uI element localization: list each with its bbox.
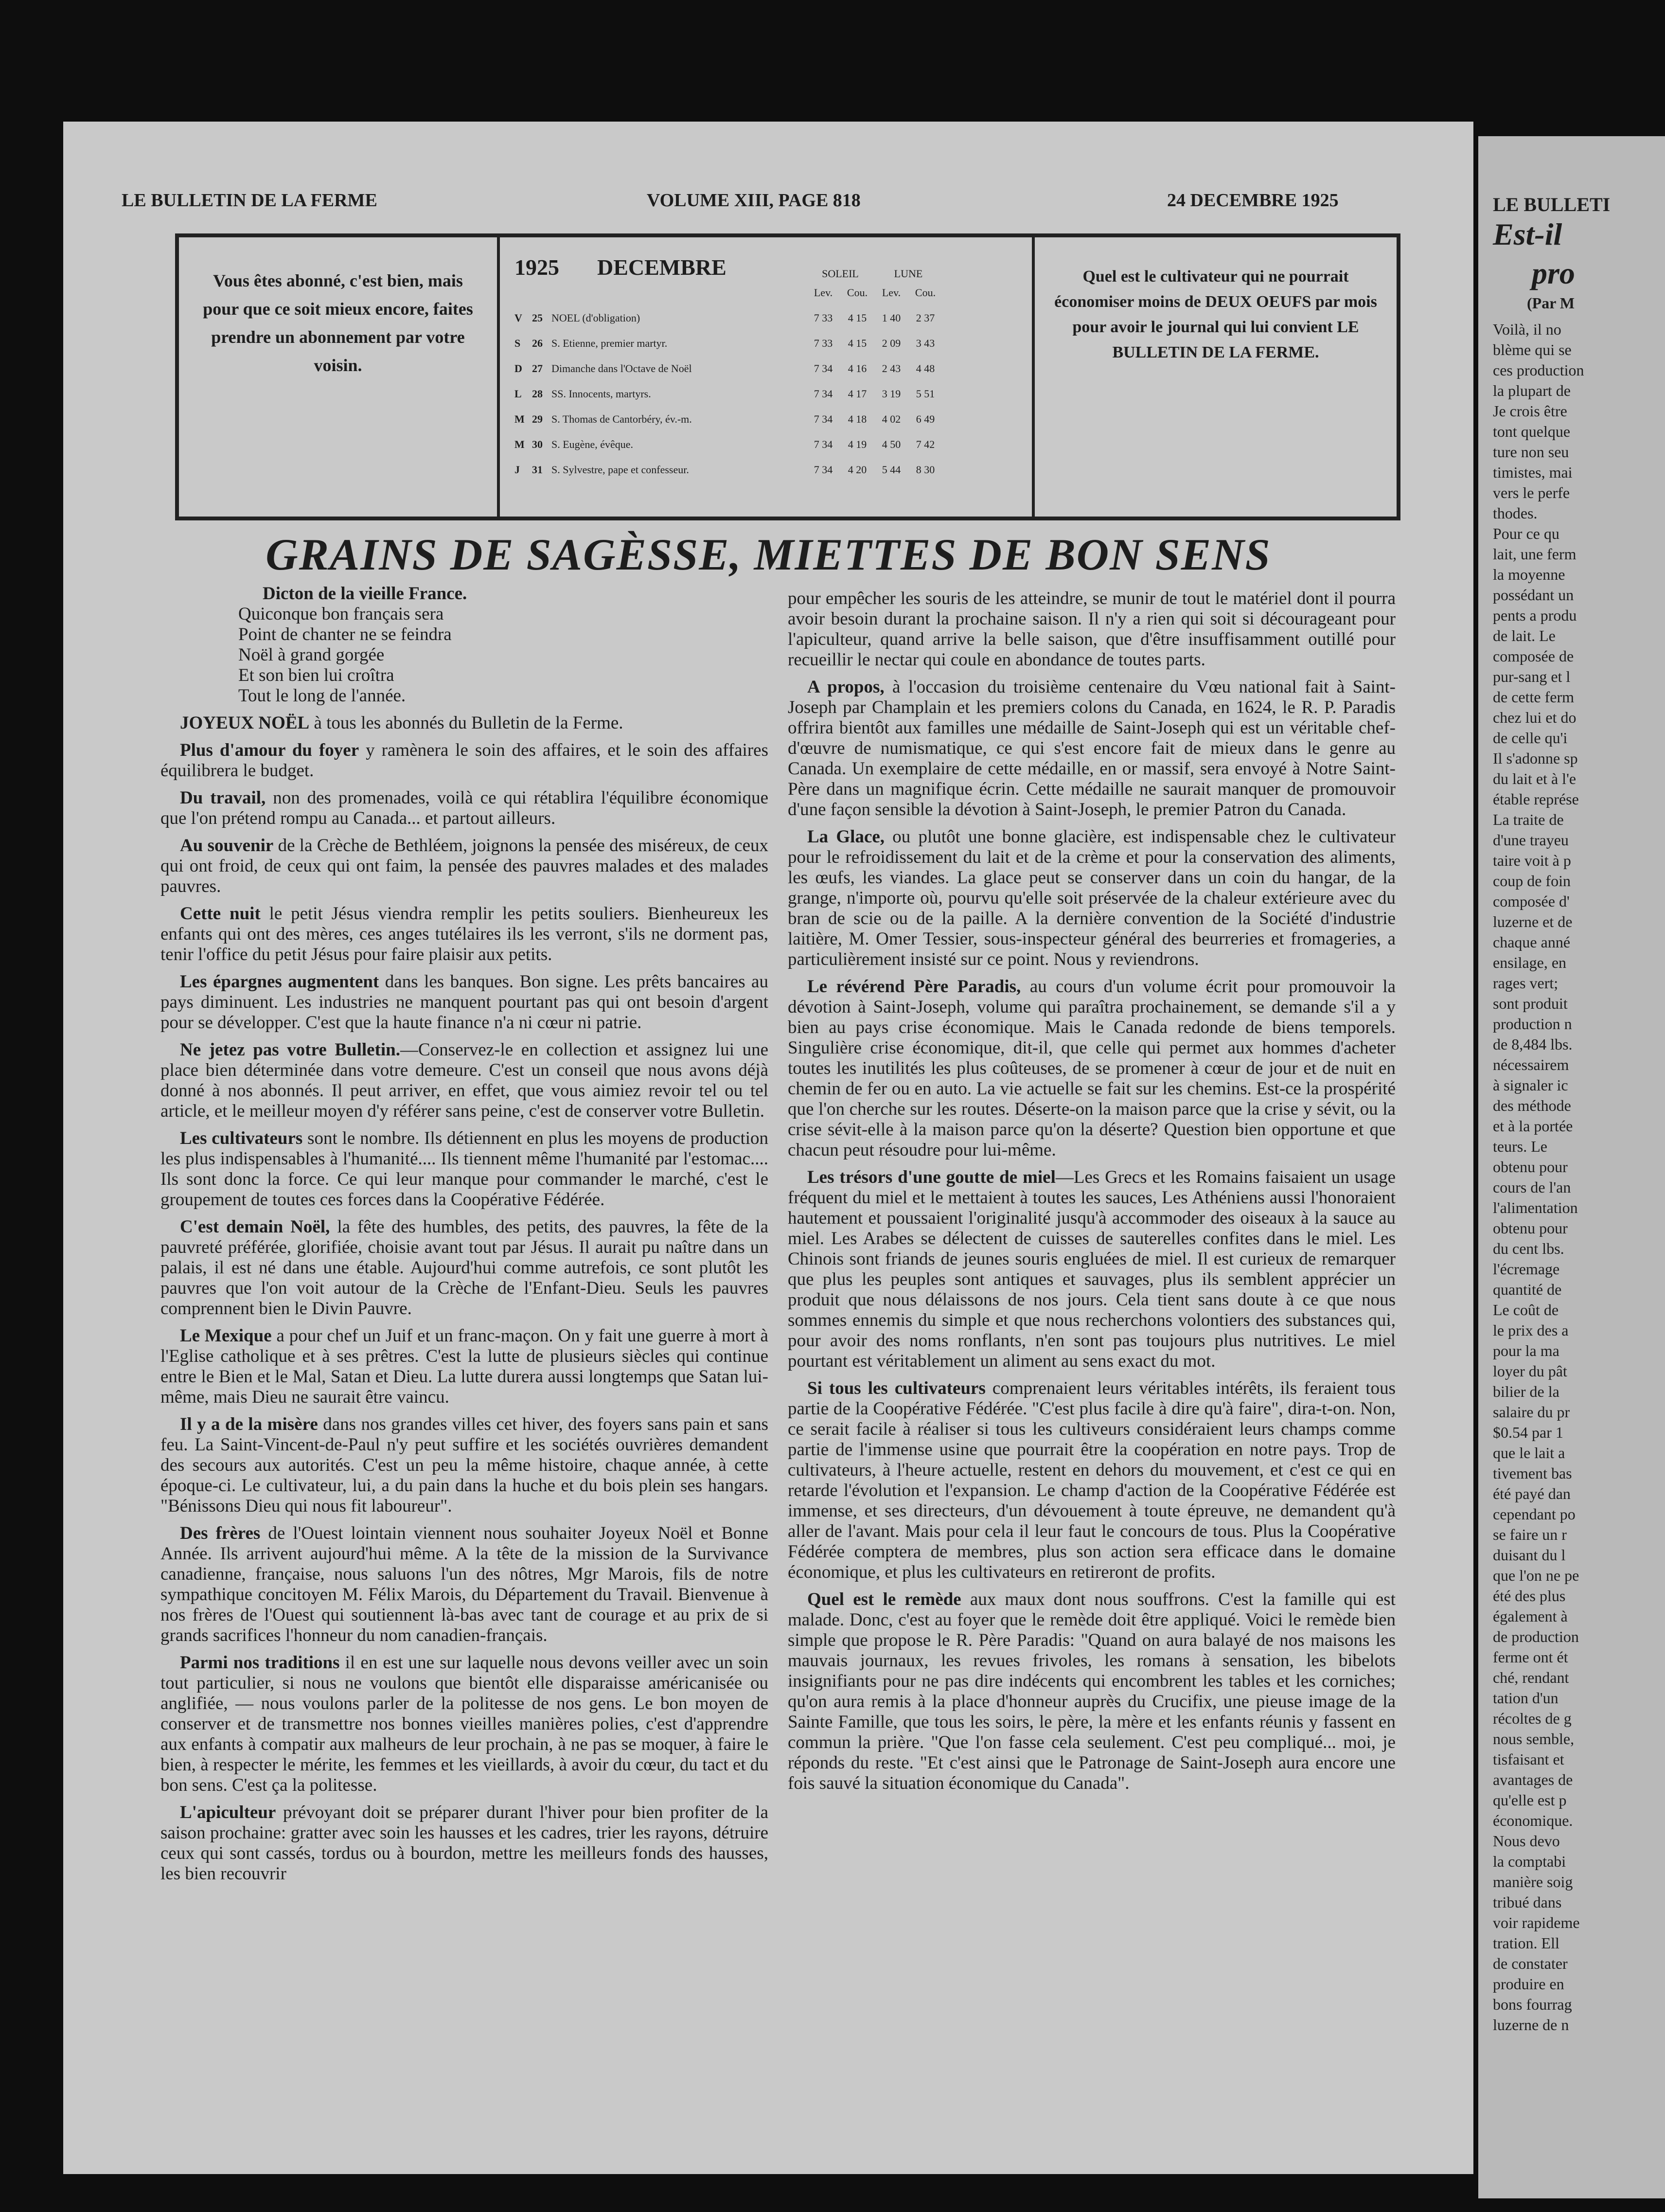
calendar-time: 4 16 xyxy=(848,362,867,375)
header-left: LE BULLETIN DE LA FERME xyxy=(122,190,377,211)
adjacent-line: nous semble, xyxy=(1493,1730,1575,1748)
article-paragraph xyxy=(788,827,1396,970)
left-paragraphs xyxy=(160,713,768,1884)
paragraph-text: de la Crèche de Bethléem, joignons la pensée des miséreux, de ceux qui ont froid, de ceux qui ont faim, la pensée des pauvres malades et des malades pauvres. xyxy=(160,836,768,896)
calendar-time: 4 15 xyxy=(848,337,867,349)
adjacent-title-line: pro xyxy=(1532,256,1575,290)
calendar-day-number: 29 xyxy=(532,413,543,425)
paragraph-text: de l'Ouest lointain viennent nous souhaiter Joyeux Noël et Bonne Année. Ils arrivent aujourd'hui même. A la tête de la mission de la Survivance canadienne, française, nous saluons l'un des nôtres, Mgr Marois, fils de notre sympathique concitoyen M. Félix Marois, du Département du Travail. Bienvenue à nos frères de l'Ouest qui soutiennent là-bas avec tant de courage et au prix de si grands sacrifices l'honneur du nom canadien-français. xyxy=(160,1523,768,1645)
calendar-time: 2 09 xyxy=(882,337,901,349)
header-right: 24 DECEMBRE 1925 xyxy=(1167,190,1339,211)
adjacent-line: luzerne de n xyxy=(1493,2016,1569,2034)
adjacent-line: Voilà, il no xyxy=(1493,321,1561,338)
adjacent-line: tisfaisant et xyxy=(1493,1750,1564,1768)
calendar-feast: S. Etienne, premier martyr. xyxy=(551,337,668,349)
poem-line: Quiconque bon français sera xyxy=(238,604,444,624)
adjacent-line: quantité de xyxy=(1493,1281,1562,1298)
paragraph-lead: Le Mexique xyxy=(180,1326,272,1346)
adjacent-line: composée de xyxy=(1493,647,1574,665)
adjacent-line: le prix des a xyxy=(1493,1321,1569,1339)
adjacent-line: tration. Ell xyxy=(1493,1934,1559,1952)
paragraph-lead: C'est demain Noël, xyxy=(180,1217,330,1237)
article-paragraph xyxy=(788,677,1396,820)
adjacent-line: été payé dan xyxy=(1493,1485,1571,1502)
right-paragraphs xyxy=(788,589,1396,1794)
adjacent-line: produire en xyxy=(1493,1975,1564,1993)
calendar-feast: S. Eugène, évêque. xyxy=(551,438,633,450)
calendar-time: 3 19 xyxy=(882,388,901,400)
paragraph-text: il en est une sur laquelle nous devons veiller avec un soin tout particulier, si nous ne voulons que bientôt elle disparaisse américanisée ou anglifiée, — nous voulons parler de la politesse de nos gens. Le bon moyen de conserver et de transmettre nos bonnes vieilles manières polies, c'est d'apprendre aux enfants à compatir aux malheurs de leur prochain, à ne pas se moquer, à faire le bien, à respecter le mérite, les femmes et les vieillards, à avoir du cœur, du tact et du bon sens. C'est ça la politesse. xyxy=(160,1653,768,1795)
adjacent-page xyxy=(1478,136,1665,2198)
paragraph-text: sont le nombre. Ils détiennent en plus les moyens de production les plus indispensables à l'humanité.... Ils tiennent même l'humanité par l'estomac.... Ils sont donc la force. Ce qui leur manque pour commander le marché, c'est le groupement de toutes ces forces dans la Coopérative Fédérée. xyxy=(160,1128,768,1210)
adjacent-line: rages vert; xyxy=(1493,974,1559,992)
paragraph-lead: Le révérend Père Paradis, xyxy=(807,977,1021,997)
paragraph-text: au cours d'un volume écrit pour promouvoir la dévotion à Saint-Joseph, volume qui paraîtra prochainement, se demande s'il a y bien au pays crise économique. Mais le Canada redonde de biens temporels. Singulière crise économique, dit-il, que celle qui permet aux hommes d'acheter toutes les inutilités les plus coûteuses, de se promener à cœur de jour et de nuit en chemin de fer ou en auto. La vie actuelle se fait sur les chemins. Est-ce la prospérité que l'on cherche sur les routes. Déserte-on la maison parce que la crise y sévit, ou la crise sévit-elle à la maison parce qu'on la déserte? Question bien opportune et que chacun peut résoudre pour lui-même. xyxy=(788,977,1396,1160)
calendar-time: 2 37 xyxy=(916,312,935,324)
calendar-time: 2 43 xyxy=(882,362,901,375)
adjacent-line: ensilage, en xyxy=(1493,954,1567,971)
adjacent-line: tation d'un xyxy=(1493,1689,1559,1707)
poem-line: Tout le long de l'année. xyxy=(238,686,406,706)
calendar-weekday: D xyxy=(514,362,522,375)
calendar xyxy=(500,237,1035,517)
adjacent-line: Il s'adonne sp xyxy=(1493,749,1578,767)
calendar-time: 7 34 xyxy=(814,413,833,425)
calendar-day-number: 31 xyxy=(532,464,543,476)
paragraph-lead: Si tous les cultivateurs xyxy=(807,1378,986,1398)
adjacent-line: tont quelque xyxy=(1493,423,1571,440)
paragraph-text: le petit Jésus viendra remplir les petits souliers. Bienheureux les enfants qui ont des mères, ces anges tutélaires ils les verront, s'ils ne dorment pas, tenir l'office du petit Jésus pour faire plaisir aux petits. xyxy=(160,904,769,964)
newspaper-page xyxy=(63,122,1473,2174)
calendar-time: 4 15 xyxy=(848,312,867,324)
adjacent-line: chez lui et do xyxy=(1493,709,1576,726)
article-paragraph xyxy=(160,1523,768,1646)
adjacent-line: obtenu pour xyxy=(1493,1219,1568,1237)
calendar-row xyxy=(514,432,1017,457)
adjacent-line: qu'elle est p xyxy=(1493,1791,1567,1809)
adjacent-line: se faire un r xyxy=(1493,1526,1567,1543)
header-center: VOLUME XIII, PAGE 818 xyxy=(647,190,861,211)
calendar-month: DECEMBRE xyxy=(597,255,726,280)
poem-line: Noël à grand gorgée xyxy=(238,645,385,665)
adjacent-byline: (Par M xyxy=(1527,294,1575,312)
calendar-day-number: 26 xyxy=(532,337,543,349)
article-paragraph xyxy=(788,1378,1396,1583)
calendar-time: 8 30 xyxy=(916,464,935,476)
adjacent-line: ferme ont ét xyxy=(1493,1648,1568,1666)
adjacent-line: chaque anné xyxy=(1493,933,1571,951)
adjacent-line: du cent lbs. xyxy=(1493,1240,1564,1257)
calendar-row xyxy=(514,356,1017,381)
paragraph-lead: Il y a de la misère xyxy=(180,1414,318,1434)
calendar-day-number: 30 xyxy=(532,438,543,450)
calendar-weekday: V xyxy=(514,312,522,324)
article-paragraph xyxy=(788,1167,1396,1372)
adjacent-line: de cette ferm xyxy=(1493,688,1574,706)
adjacent-line: sont produit xyxy=(1493,995,1568,1012)
paragraph-text: ou plutôt une bonne glacière, est indispensable chez le cultivateur pour le refroidissement du lait et de la crème et pour la conservation des aliments, les œufs, les viandes. La glace peut se conserver dans un coin du hangar, de la grange, n'importe où, pourvu qu'elle soit préservée de la chaleur extérieure avec du bran de scie ou de la paille. A la dernière convention de la Société d'industrie laitière, M. Omer Tessier, sous-inspecteur général des beurreries et fromageries, a particulièrement insisté sur ce point. Nous y reviendrons. xyxy=(788,827,1396,969)
paragraph-text: à l'occasion du troisième centenaire du Vœu national fait à Saint-Joseph par Champlain et les premiers colons du Canada, en 1624, le R. P. Paradis offrira bientôt aux familles une médaille de Saint-Joseph qui est un véritable chef-d'œuvre de numismatique, ce qui s'est encore fait de mieux dans le genre au Canada. Un exemplaire de cette médaille, en or massif, sera envoyé à Notre Saint-Père dans un magnifique écrin. Cette médaille ne saurait manquer de promouvoir d'une façon sensible la dévotion à Saint-Joseph, le premier Patron du Canada. xyxy=(788,677,1396,820)
paragraph-text: a pour chef un Juif et un franc-maçon. On y fait une guerre à mort à l'Eglise catholique et à ses prêtres. C'est la lutte de plusieurs siècles qui continue entre le Bien et le Mal, Satan et Dieu. La lutte durera aussi longtemps que Satan lui-même, mais Dieu ne saurait être vaincu. xyxy=(160,1326,768,1407)
paragraph-lead: Plus d'amour du foyer xyxy=(180,740,359,760)
calendar-time: 4 18 xyxy=(848,413,867,425)
left-column xyxy=(160,584,768,1891)
calendar-subheader xyxy=(514,280,1017,305)
paragraph-text: pour empêcher les souris de les atteindre, se munir de tout le matériel dont il pourra avoir besoin durant la prochaine saison. Il n'y a rien qui soit si décourageant pour l'apiculteur, quand arrive la belle saison, que d'être insuffisamment outillé pour recueillir le nectar qui coule en abondance de toutes parts. xyxy=(788,589,1396,670)
calendar-rows xyxy=(514,305,1017,482)
adjacent-line: blème qui se xyxy=(1493,341,1572,358)
adjacent-line: vers le perfe xyxy=(1493,484,1570,501)
adjacent-line: bilier de la xyxy=(1493,1383,1559,1400)
adjacent-line: récoltes de g xyxy=(1493,1710,1572,1727)
adjacent-line: Le coût de xyxy=(1493,1301,1559,1319)
calendar-feast: SS. Innocents, martyrs. xyxy=(551,388,651,400)
calendar-time: 4 19 xyxy=(848,438,867,450)
calendar-day-number: 27 xyxy=(532,362,543,375)
calendar-time: 7 34 xyxy=(814,388,833,400)
calendar-time: 4 20 xyxy=(848,464,867,476)
paragraph-text: à tous les abonnés du Bulletin de la Ferme. xyxy=(309,713,623,733)
article-paragraph xyxy=(160,713,768,733)
calendar-cou-label: Cou. xyxy=(915,286,936,299)
adjacent-line: obtenu pour xyxy=(1493,1158,1568,1176)
calendar-row xyxy=(514,407,1017,432)
paragraph-text: aux maux dont nous souffrons. C'est la famille qui est malade. Donc, c'est au foyer que le remède doit être appliqué. Voici le remède bien simple que propose le R. Père Paradis: "Quand on aura balayé de nos maisons les mauvais journaux, les revues frivoles, les romans à sensation, les bibelots insignifiants pour ne pas dire indécents qui encombrent les tables et les corniches; qu'on aura remis à la place d'honneur auprès du Crucifix, une pieuse image de la Sainte Famille, que tous les soirs, le père, la mère et les enfants réunis y fassent en commun la prière. "Que l'on fasse cela seulement. C'est peu compliqué... moi, je réponds du reste. "Et c'est ainsi que le Patronage de Saint-Joseph aura encore une fois sauvé la situation économique du Canada". xyxy=(788,1589,1396,1793)
calendar-weekday: M xyxy=(514,438,525,450)
adjacent-line: pents a produ xyxy=(1493,607,1577,624)
calendar-time: 7 33 xyxy=(814,312,833,324)
adjacent-line: pur-sang et l xyxy=(1493,668,1571,685)
article-paragraph xyxy=(788,1589,1396,1794)
paragraph-lead: Quel est le remède xyxy=(807,1589,961,1609)
adjacent-line: la plupart de xyxy=(1493,382,1571,399)
adjacent-line: voir rapideme xyxy=(1493,1914,1580,1931)
adjacent-line: duisant du l xyxy=(1493,1546,1566,1564)
calendar-time: 7 42 xyxy=(916,438,935,450)
adjacent-line: timistes, mai xyxy=(1493,464,1573,481)
calendar-time: 7 33 xyxy=(814,337,833,349)
adjacent-header: LE BULLETI xyxy=(1493,194,1611,215)
article-paragraph xyxy=(160,972,768,1033)
article-paragraph xyxy=(160,1414,768,1516)
info-box xyxy=(175,233,1400,520)
adjacent-line: production n xyxy=(1493,1015,1572,1033)
adjacent-line: ces production xyxy=(1493,361,1584,379)
adjacent-line: de production xyxy=(1493,1628,1579,1645)
calendar-time: 1 40 xyxy=(882,312,901,324)
paragraph-text: comprenaient leurs véritables intérêts, ils feraient tous partie de la Coopérative Fédérée. "C'est plus facile à dire qu'à faire", dira-t-on. Non, ce serait facile à réaliser si tous les cultiveurs considéraient leurs champs comme partie de l'immense usine que pourrait être la coopération en notre pays. Trop de cultivateurs, à l'heure actuelle, restent en dehors du mouvement, et c'est ce qui en retarde l'évolution et l'expansion. Le champ d'action de la Coopérative Fédérée est immense, et ses directeurs, d'un dévouement à toute épreuve, ne demandent qu'à aller de l'avant. Mais pour cela il leur faut le concours de tous. Plus la Coopérative Fédérée comptera de membres, plus son action sera efficace dans le domaine économique, et plus les cultivateurs en retireront de profits. xyxy=(788,1378,1396,1582)
adjacent-line: que le lait a xyxy=(1493,1444,1565,1462)
adjacent-line: de lait. Le xyxy=(1493,627,1556,644)
adjacent-line: bons fourrag xyxy=(1493,1996,1572,2013)
adjacent-line: Nous devo xyxy=(1493,1832,1560,1850)
article-paragraph xyxy=(160,1326,768,1408)
adjacent-line: également à xyxy=(1493,1607,1568,1625)
adjacent-line: la comptabi xyxy=(1493,1853,1566,1870)
adjacent-line: tivement bas xyxy=(1493,1464,1572,1482)
calendar-lev-label: Lev. xyxy=(882,286,901,299)
calendar-row xyxy=(514,305,1017,331)
egg-notice: Quel est le cultivateur qui ne pourrait économiser moins de DEUX OEUFS par mois pour avoir le journal qui lui convient LE BULLETIN DE LA FERME. xyxy=(1054,268,1377,361)
adjacent-line: taire voit à p xyxy=(1493,852,1571,869)
adjacent-line: du lait et à l'e xyxy=(1493,770,1576,787)
adjacent-line: des méthode xyxy=(1493,1097,1571,1114)
calendar-day-number: 28 xyxy=(532,388,543,400)
paragraph-lead: Les cultivateurs xyxy=(180,1128,303,1148)
calendar-row xyxy=(514,381,1017,407)
article-paragraph xyxy=(160,788,768,829)
paragraph-lead: JOYEUX NOËL xyxy=(180,713,310,733)
adjacent-line: composée d' xyxy=(1493,892,1570,910)
article-paragraph xyxy=(788,589,1396,670)
adjacent-line: été des plus xyxy=(1493,1587,1566,1605)
calendar-lev-label: Lev. xyxy=(814,286,833,299)
adjacent-line: La traite de xyxy=(1493,811,1564,828)
poem-line: Et son bien lui croîtra xyxy=(238,665,394,685)
adjacent-line: avantages de xyxy=(1493,1771,1573,1788)
adjacent-line: l'écremage xyxy=(1493,1260,1560,1278)
paragraph-lead: Les trésors d'une goutte de miel xyxy=(807,1167,1056,1187)
adjacent-line: Je crois être xyxy=(1493,402,1567,420)
adjacent-line: la moyenne xyxy=(1493,566,1565,583)
calendar-weekday: M xyxy=(514,413,525,425)
adjacent-line: pour la ma xyxy=(1493,1342,1559,1359)
calendar-cou-label: Cou. xyxy=(847,286,868,299)
paragraph-lead: Des frères xyxy=(180,1523,261,1543)
adjacent-line: que l'on ne pe xyxy=(1493,1567,1579,1584)
adjacent-line: lait, une ferm xyxy=(1493,545,1576,563)
calendar-time: 4 02 xyxy=(882,413,901,425)
paragraph-lead: La Glace, xyxy=(807,827,885,847)
adjacent-line: tribué dans xyxy=(1493,1893,1562,1911)
calendar-weekday: L xyxy=(514,388,522,400)
adjacent-line: ché, rendant xyxy=(1493,1669,1569,1686)
poem xyxy=(238,584,768,706)
calendar-time: 3 43 xyxy=(916,337,935,349)
article-paragraph xyxy=(160,1653,768,1796)
calendar-feast: NOEL (d'obligation) xyxy=(551,312,640,324)
paragraph-lead: Du travail, xyxy=(180,788,266,808)
paragraph-text: prévoyant doit se préparer durant l'hiver pour bien profiter de la saison prochaine: gratter avec soin les hausses et les cadres, trier les rayons, détruire ceux qui sont cassés, tordus ou à bourdon, mettre les meilleurs fonds des hausses, les bien recouvrir xyxy=(160,1802,768,1884)
calendar-row xyxy=(514,331,1017,356)
adjacent-line: luzerne et de xyxy=(1493,913,1573,930)
calendar-time: 7 34 xyxy=(814,438,833,450)
poem-heading: Dicton de la vieille France. xyxy=(263,584,467,604)
calendar-time: 7 34 xyxy=(814,362,833,375)
adjacent-line: loyer du pât xyxy=(1493,1362,1567,1380)
article-paragraph xyxy=(160,836,768,897)
article-paragraph xyxy=(160,1217,768,1319)
adjacent-line: de celle qu'i xyxy=(1493,729,1568,747)
paragraph-text: dans nos grandes villes cet hiver, des foyers sans pain et sans feu. La Saint-Vincent-de-Paul n'y peut suffire et les sociétés ouvrières demandent des secours aux autorités. C'est un peu la même histoire, chaque année, à cette époque-ci. Le cultivateur, lui, a du pain dans la huche et du bois plein ses hangars. "Bénissons Dieu qui nous fit laboureur". xyxy=(160,1414,768,1516)
calendar-feast: S. Sylvestre, pape et confesseur. xyxy=(551,464,689,476)
calendar-row xyxy=(514,457,1017,482)
adjacent-title-line: Est-il xyxy=(1493,217,1562,251)
paragraph-lead: Au souvenir xyxy=(180,836,274,856)
calendar-day-number: 25 xyxy=(532,312,543,324)
article-paragraph xyxy=(160,1040,768,1122)
poem-line: Point de chanter ne se feindra xyxy=(238,624,452,644)
adjacent-line: économique. xyxy=(1493,1812,1573,1829)
subscription-notice: Vous êtes abonné, c'est bien, mais pour que ce soit mieux encore, faites prendre un abonnement par votre voisin. xyxy=(179,237,500,517)
adjacent-line: à signaler ic xyxy=(1493,1076,1568,1094)
calendar-soleil-label: SOLEIL xyxy=(822,268,859,280)
adjacent-line: teurs. Le xyxy=(1493,1138,1547,1155)
adjacent-line: l'alimentation xyxy=(1493,1199,1578,1216)
calendar-weekday: J xyxy=(514,464,520,476)
adjacent-page-text xyxy=(1493,195,1665,2035)
adjacent-line: cours de l'an xyxy=(1493,1178,1571,1196)
adjacent-line: de 8,484 lbs. xyxy=(1493,1035,1573,1053)
adjacent-line: de constater xyxy=(1493,1955,1568,1972)
calendar-time: 5 44 xyxy=(882,464,901,476)
article-paragraph xyxy=(160,904,768,965)
calendar-year: 1925 xyxy=(514,255,559,280)
calendar-time: 4 17 xyxy=(848,388,867,400)
adjacent-lines xyxy=(1493,319,1665,2035)
right-column xyxy=(788,589,1396,1801)
calendar-feast: Dimanche dans l'Octave de Noël xyxy=(551,362,692,375)
article-paragraph xyxy=(160,1802,768,1884)
calendar-time: 4 50 xyxy=(882,438,901,450)
paragraph-lead: Cette nuit xyxy=(180,904,261,924)
calendar-time: 7 34 xyxy=(814,464,833,476)
calendar-weekday: S xyxy=(514,337,521,349)
adjacent-line: d'une trayeu xyxy=(1493,831,1569,849)
paragraph-lead: Ne jetez pas votre Bulletin. xyxy=(180,1040,400,1060)
article-paragraph xyxy=(788,977,1396,1160)
page-title: GRAINS DE SAGÈSSE, MIETTES DE BON SENS xyxy=(266,530,1271,579)
paragraph-lead: Parmi nos traditions xyxy=(180,1653,340,1673)
calendar-feast: S. Thomas de Cantorbéry, év.-m. xyxy=(551,413,692,425)
paragraph-text: —Les Grecs et les Romains faisaient un usage fréquent du miel et le mettaient à toutes les sauces, Les Athéniens aussi l'honoraient hautement et poussaient l'originalité jusqu'à accommoder des oiseaux à la sauce au miel. Les Arabes se délectent de cuisses de sauterelles confites dans le miel. Les Chinois sont friands de jeunes souris engluées de miel. Il est curieux de remarquer que plus les peuples sont antiques et sauvages, plus ils semblent apprécier un produit que nous délaissons de nos jours. Cela tient sans doute à ce que nous sommes ennemis du simple et que nous recherchons volontiers des substances qui, pour avoir des noms ronflants, n'en sont pas toujours plus nutritives. Le miel pourtant est véritablement un aliment au sens exact du mot. xyxy=(788,1167,1396,1371)
adjacent-line: $0.54 par 1 xyxy=(1493,1424,1563,1441)
adjacent-line: nécessairem xyxy=(1493,1056,1569,1073)
paragraph-lead: L'apiculteur xyxy=(180,1802,276,1822)
adjacent-line: Pour ce qu xyxy=(1493,525,1559,542)
calendar-time: 6 49 xyxy=(916,413,935,425)
calendar-lune-label: LUNE xyxy=(894,268,923,280)
calendar-time: 5 51 xyxy=(916,388,935,400)
adjacent-line: étable représe xyxy=(1493,790,1579,808)
calendar-header xyxy=(514,246,1017,280)
adjacent-line: coup de foin xyxy=(1493,872,1571,890)
adjacent-line: et à la portée xyxy=(1493,1117,1573,1135)
adjacent-line: ture non seu xyxy=(1493,443,1569,461)
paragraph-lead: A propos, xyxy=(807,677,885,697)
paragraph-text: la fête des humbles, des petits, des pauvres, la fête de la pauvreté préférée, glorifiée, choisie avant tout par Jésus. Il aurait pu naître dans un palais, il est né dans une étable. Aujourd'hui comme autrefois, ce sont plutôt les pauvres que l'on voit autour de la Crèche de l'Enfant-Dieu. Seuls les pauvres comprennent bien le Divin Pauvre. xyxy=(160,1217,768,1319)
adjacent-line: thodes. xyxy=(1493,504,1538,522)
paragraph-text: dans les banques. Bon signe. Les prêts bancaires au pays diminuent. Les industries ne manquent pourtant pas qui ont besoin d'argent pour se développer. C'est que la haute finance n'a ni cœur ni patrie. xyxy=(160,972,768,1033)
paragraph-text: non des promenades, voilà ce qui rétablira l'équilibre économique que l'on prétend rompu au Canada... et partout ailleurs. xyxy=(160,788,768,828)
adjacent-line: salaire du pr xyxy=(1493,1403,1570,1421)
paragraph-text: y ramènera le soin des affaires, et le soin des affaires équilibrera le budget. xyxy=(160,740,768,781)
paragraph-lead: Les épargnes augmentent xyxy=(180,972,379,992)
article-paragraph xyxy=(160,1128,768,1210)
paragraph-text: —Conservez-le en collection et assignez lui une place bien déterminée dans votre demeure. C'est un conseil que nous avons déjà donné à nos abonnés. Il peut arriver, en effet, que vous aimiez revoir tel ou tel article, et le meilleur moyen d'y référer sans peine, c'est de conserver votre Bulletin. xyxy=(160,1040,768,1121)
article-paragraph xyxy=(160,740,768,781)
adjacent-line: manière soig xyxy=(1493,1873,1573,1891)
calendar-time: 4 48 xyxy=(916,362,935,375)
adjacent-line: cependant po xyxy=(1493,1505,1576,1523)
adjacent-line: possédant un xyxy=(1493,586,1574,604)
